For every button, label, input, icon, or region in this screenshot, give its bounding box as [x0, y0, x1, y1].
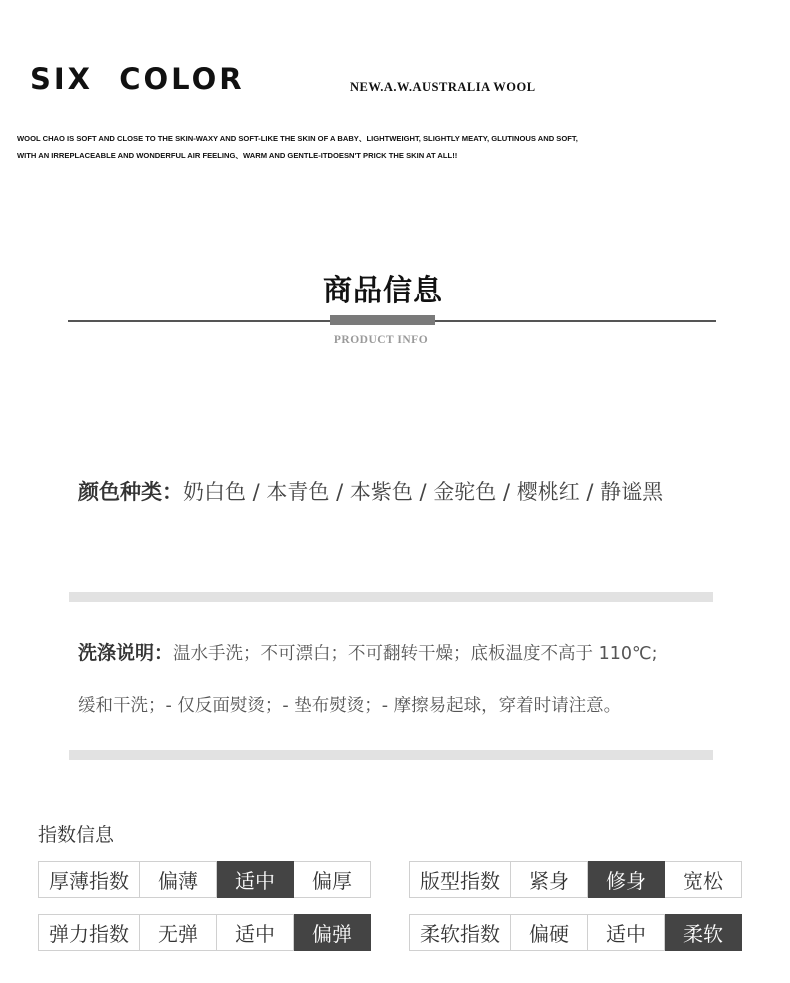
- index-option: 偏厚: [294, 862, 371, 898]
- index-option: 适中: [588, 915, 665, 951]
- index-option: 无弹: [140, 915, 217, 951]
- brand-title: SIX COLOR: [30, 62, 245, 96]
- divider-bar-top: [69, 592, 713, 602]
- blurb-line-2: WITH AN IRREPLACEABLE AND WONDERFUL AIR FEELING、WARM AND GENTLE-ITDOESN'T PRICK THE SKIN AT ALL!!: [17, 151, 458, 160]
- index-option-selected: 柔软: [665, 915, 742, 951]
- index-table: [409, 861, 742, 898]
- index-name: 版型指数: [410, 862, 511, 898]
- index-option-selected: 修身: [588, 862, 665, 898]
- wash-label: 洗涤说明：: [78, 642, 174, 664]
- wash-text-1: 温水手洗；不可漂白；不可翻转干燥；底板温度不高于 110℃;: [173, 644, 658, 664]
- wash-line-2: 缓和干洗；- 仅反面熨烫；- 垫布熨烫；- 摩擦易起球，穿着时请注意。: [78, 696, 622, 716]
- index-table: [38, 914, 371, 951]
- section-divider-accent: [330, 315, 435, 325]
- index-option-selected: 偏弹: [294, 915, 371, 951]
- index-title: 指数信息: [38, 824, 115, 846]
- color-label: 颜色种类：: [78, 480, 183, 504]
- index-option: 偏硬: [511, 915, 588, 951]
- index-option: 适中: [217, 915, 294, 951]
- index-name: 柔软指数: [410, 915, 511, 951]
- color-values: 奶白色 / 本青色 / 本紫色 / 金驼色 / 樱桃红 / 静谧黑: [183, 480, 664, 504]
- blurb-line-1: WOOL CHAO IS SOFT AND CLOSE TO THE SKIN-WAXY AND SOFT-LIKE THE SKIN OF A BABY、LIGHTWEIGHT, SLIGHTLY MEATY, GLUTINOUS AND SOFT,: [17, 134, 578, 143]
- index-option: 偏薄: [140, 862, 217, 898]
- index-option: 紧身: [511, 862, 588, 898]
- index-table: [409, 914, 742, 951]
- index-option-selected: 适中: [217, 862, 294, 898]
- section-subtitle: PRODUCT INFO: [333, 334, 429, 346]
- wash-line-1: [78, 638, 658, 665]
- index-table: [38, 861, 371, 898]
- section-title: 商品信息: [322, 273, 443, 307]
- index-option: 宽松: [665, 862, 742, 898]
- brand-subtitle: NEW.A.W.AUSTRALIA WOOL: [350, 80, 536, 94]
- index-name: 弹力指数: [39, 915, 140, 951]
- color-options: [78, 476, 663, 506]
- divider-bar-bottom: [69, 750, 713, 760]
- index-name: 厚薄指数: [39, 862, 140, 898]
